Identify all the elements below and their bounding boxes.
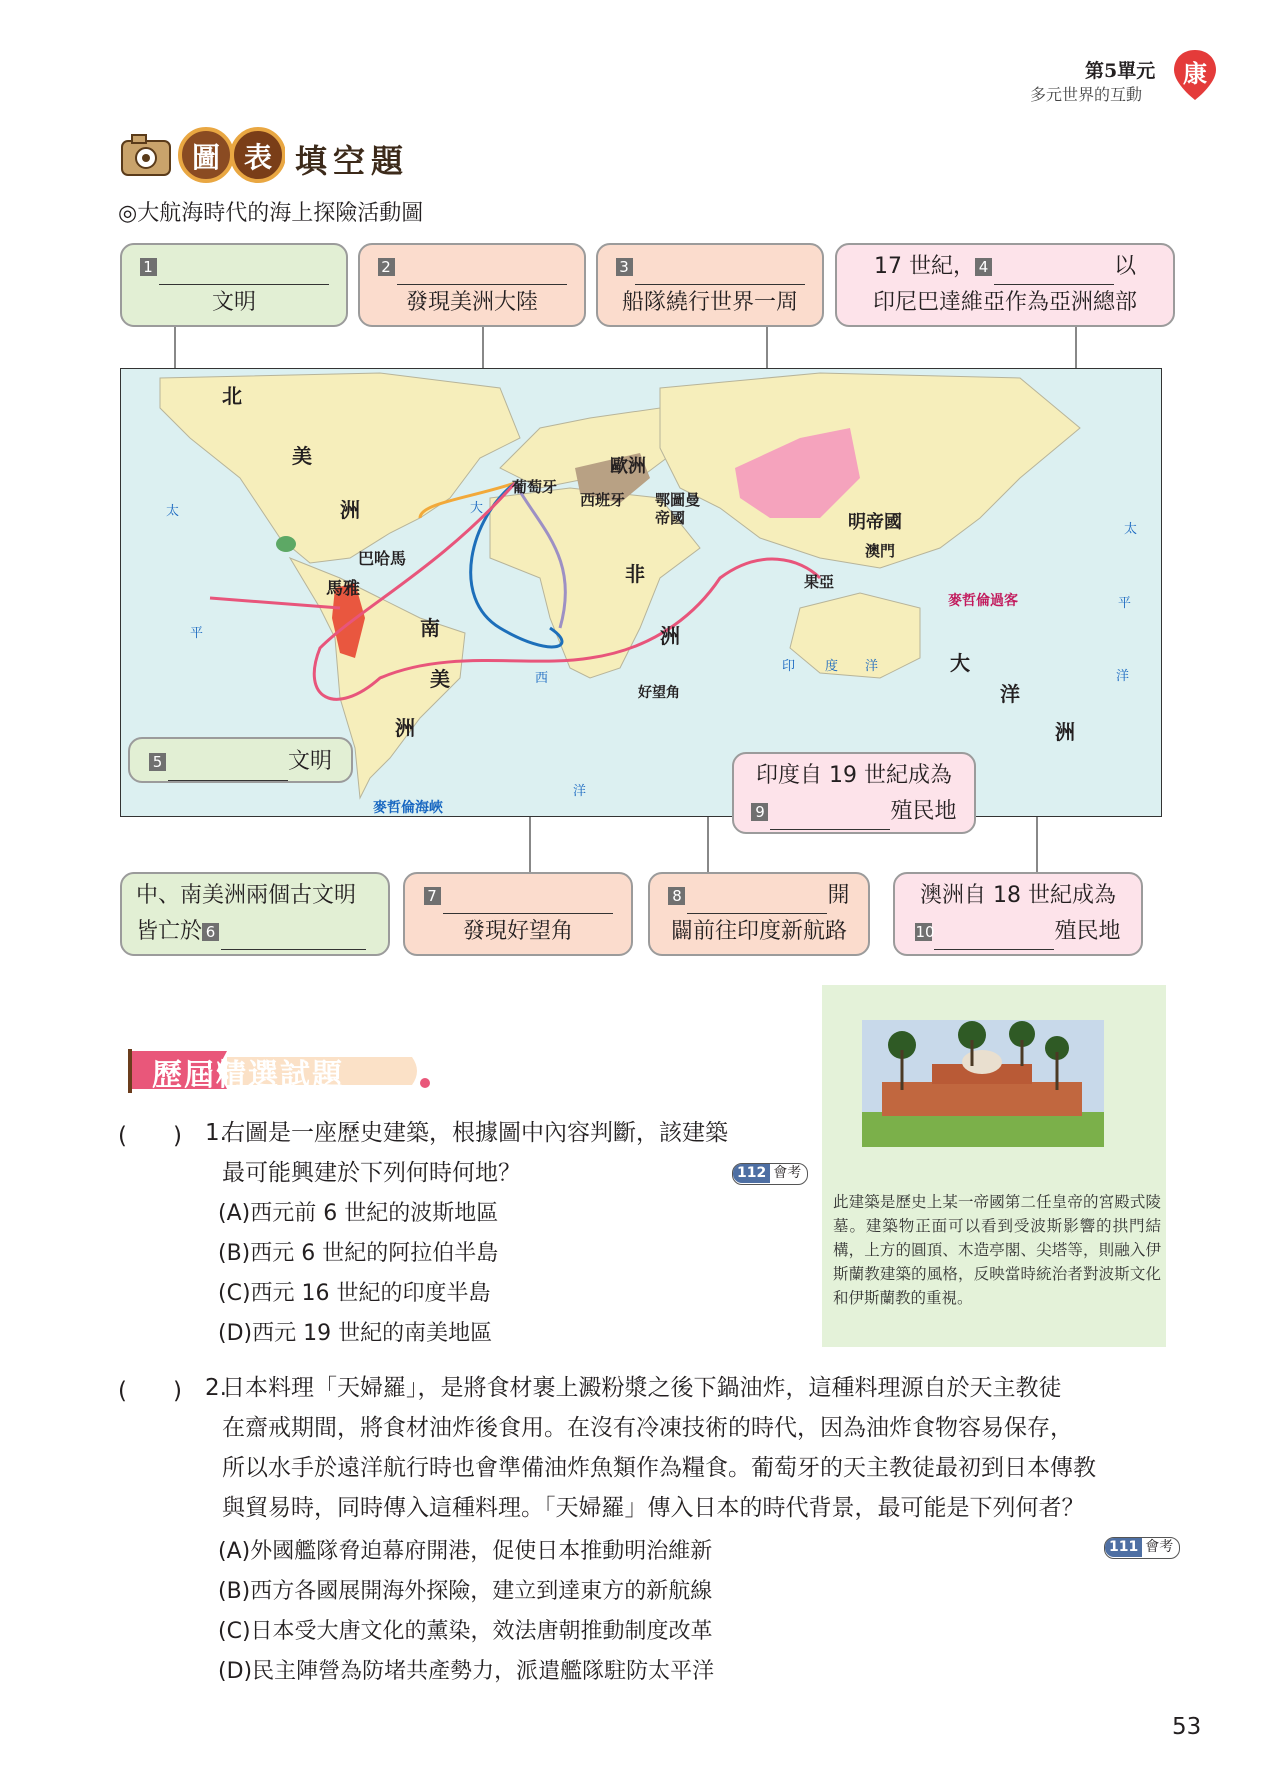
blank-number: 5 — [149, 753, 166, 771]
box-text: 殖民地 — [890, 799, 957, 824]
box-text: 皆亡於 — [136, 919, 203, 944]
map-label-indian-2: 度 — [825, 659, 839, 674]
box-text: 文明 — [287, 749, 332, 774]
map-label-pacific-right-1: 太 — [1124, 522, 1138, 537]
q2-exam-badge — [1104, 1537, 1180, 1559]
q2-option-b[interactable]: (B)西方各國展開海外探險，建立到達東方的新航線 — [218, 1579, 713, 1604]
blank-number: 6 — [202, 923, 219, 941]
map-label-portugal: 葡萄牙 — [512, 478, 558, 496]
answer-blank[interactable] — [934, 922, 1054, 950]
label-box-7 — [403, 872, 633, 956]
label-box-10 — [893, 872, 1143, 956]
map-label-magellan-strait: 麥哲倫海峽 — [373, 800, 443, 816]
box-text: 印度自 19 世紀成為 — [756, 763, 952, 788]
q2-answer-paren[interactable]: ( ) — [118, 1378, 182, 1404]
blank-number: 2 — [378, 258, 395, 276]
answer-blank[interactable] — [159, 257, 329, 285]
label-box-3 — [596, 243, 824, 327]
map-label-pacific-left-1: 太 — [166, 504, 180, 519]
unit-subtitle: 多元世界的互動 — [1030, 85, 1143, 104]
map-label-indian-3: 洋 — [865, 659, 879, 674]
label-box-8 — [648, 872, 870, 956]
q2-option-c[interactable]: (C)日本受大唐文化的薰染，效法唐朝推動制度改革 — [218, 1619, 713, 1644]
box-text: 以 — [1113, 254, 1136, 279]
answer-blank[interactable] — [770, 802, 890, 830]
map-label-indian-1: 印 — [782, 659, 796, 674]
badge-year: 111 — [1105, 1538, 1142, 1557]
q1-line2: 最可能興建於下列何時何地？ — [222, 1160, 521, 1186]
q2-option-d[interactable]: (D)民主陣營為防堵共產勢力，派遣艦隊駐防太平洋 — [218, 1659, 715, 1684]
q1-option-a[interactable]: (A)西元前 6 世紀的波斯地區 — [218, 1201, 499, 1226]
map-label-bahamas: 巴哈馬 — [358, 549, 407, 568]
q2-line1: 日本料理「天婦羅」，是將食材裹上澱粉漿之後下鍋油炸，這種料理源自於天主教徒 — [222, 1375, 1062, 1401]
map-label-macau: 澳門 — [865, 542, 896, 560]
q1-option-c[interactable]: (C)西元 16 世紀的印度半島 — [218, 1281, 491, 1306]
tomb-photo — [862, 1020, 1104, 1147]
ottoman-line: 帝國 — [655, 509, 686, 527]
q1-number: 1. — [205, 1120, 227, 1146]
box-text: 殖民地 — [1054, 919, 1121, 944]
ottoman-line: 鄂圖曼 — [655, 491, 701, 509]
q1-answer-paren[interactable]: ( ) — [118, 1123, 182, 1149]
answer-blank[interactable] — [635, 257, 805, 285]
box-text: 船隊繞行世界一周 — [621, 290, 798, 315]
q1-exam-badge — [732, 1163, 808, 1185]
q2-line2: 在齋戒期間，將食材油炸後食用。在沒有冷凍技術的時代，因為油炸食物容易保存， — [222, 1415, 1073, 1441]
box-text: 發現好望角 — [462, 919, 573, 944]
map-label-goa: 果亞 — [804, 573, 835, 591]
section-heading: 填空題 — [295, 142, 410, 180]
blank-number: 7 — [424, 887, 441, 905]
map-label-south-america-3: 洲 — [395, 716, 415, 740]
blank-number: 8 — [668, 887, 685, 905]
heading-char-2: 表 — [243, 141, 272, 174]
map-label-africa-1: 非 — [625, 562, 645, 586]
map-label-pacific-right-3: 洋 — [1116, 669, 1130, 684]
map-label-ming: 明帝國 — [848, 512, 902, 533]
map-label-atlantic-3: 洋 — [573, 784, 587, 799]
q1-option-b[interactable]: (B)西元 6 世紀的阿拉伯半島 — [218, 1241, 499, 1266]
chart-subheading: ◎大航海時代的海上探險活動圖 — [118, 201, 424, 226]
q2-option-a[interactable]: (A)外國艦隊脅迫幕府開港，促使日本推動明治維新 — [218, 1539, 713, 1564]
answer-blank[interactable] — [397, 257, 567, 285]
map-label-north-america-1: 北 — [222, 384, 242, 408]
answer-blank[interactable] — [168, 753, 288, 781]
box-text: 文明 — [211, 290, 256, 315]
heading-char-1: 圖 — [191, 141, 220, 174]
map-label-south-america-1: 南 — [420, 616, 440, 640]
q1-option-d[interactable]: (D)西元 19 世紀的南美地區 — [218, 1321, 493, 1346]
box-text: 印尼巴達維亞作為亞洲總部 — [872, 290, 1137, 315]
map-label-pacific-left-2: 平 — [190, 626, 204, 641]
map-label-oceania-3: 洲 — [1055, 720, 1075, 744]
q2-number: 2. — [205, 1375, 227, 1401]
box-text: 闢前往印度新航路 — [670, 919, 847, 944]
box-text: 開 — [827, 883, 850, 908]
badge-text: 會考 — [773, 1165, 802, 1181]
map-label-ottoman — [655, 491, 700, 527]
map-label-oceania-1: 大 — [950, 651, 970, 675]
map-label-oceania-2: 洋 — [1000, 682, 1020, 706]
badge-year: 112 — [733, 1164, 770, 1183]
map-label-cape: 好望角 — [638, 685, 680, 701]
map-label-maya: 馬雅 — [326, 579, 360, 599]
page-number: 53 — [1172, 1714, 1202, 1740]
box-text: 中、南美洲兩個古文明 — [136, 883, 357, 908]
map-label-europe: 歐洲 — [610, 456, 646, 477]
unit-pin-char: 康 — [1183, 60, 1207, 88]
section2-heading: 歷屆精選試題 — [152, 1058, 344, 1093]
map-label-atlantic-2: 西 — [535, 671, 549, 686]
answer-blank[interactable] — [994, 257, 1114, 285]
unit-title: 第5單元 — [1085, 60, 1156, 82]
label-box-1 — [120, 243, 348, 327]
blank-number: 10 — [915, 923, 935, 941]
map-label-pacific-right-2: 平 — [1118, 596, 1132, 611]
q1-line1: 右圖是一座歷史建築，根據圖中內容判斷，該建築 — [222, 1120, 728, 1146]
map-label-atlantic-1: 大 — [470, 501, 484, 516]
answer-blank[interactable] — [221, 922, 366, 950]
map-label-north-america-2: 美 — [292, 444, 312, 468]
map-label-north-america-3: 洲 — [340, 498, 360, 522]
q2-line3: 所以水手於遠洋航行時也會準備油炸魚類作為糧食。葡萄牙的天主教徒最初到日本傳教 — [222, 1455, 1096, 1481]
blank-number: 4 — [975, 258, 992, 276]
blank-number: 3 — [616, 258, 633, 276]
blank-number: 1 — [140, 258, 157, 276]
map-label-south-america-2: 美 — [430, 667, 450, 691]
answer-blank[interactable] — [443, 886, 613, 914]
box-text: 17 世紀， — [873, 254, 975, 279]
box-text: 發現美洲大陸 — [405, 290, 538, 315]
label-box-6 — [120, 872, 390, 956]
label-box-5 — [128, 737, 353, 783]
q2-line4: 與貿易時，同時傳入這種料理。「天婦羅」傳入日本的時代背景，最可能是下列何者？ — [222, 1495, 1085, 1521]
badge-text: 會考 — [1145, 1539, 1174, 1555]
map-label-spain: 西班牙 — [580, 491, 626, 509]
map-label-africa-2: 洲 — [660, 624, 680, 648]
map-label-magellan-pass: 麥哲倫過客 — [948, 593, 1018, 609]
label-box-9 — [732, 752, 976, 834]
label-box-2 — [358, 243, 586, 327]
photo-caption: 此建築是歷史上某一帝國第二任皇帝的宮殿式陵墓。建築物正面可以看到受波斯影響的拱門結構，上方的圓頂、木造亭閣、尖塔等，則融入伊斯蘭教建築的風格，反映當時統治者對波斯文化和伊斯蘭教的重視。 — [833, 1193, 1161, 1307]
answer-blank[interactable] — [687, 886, 827, 914]
blank-number: 9 — [751, 803, 768, 821]
box-text: 澳洲自 18 世紀成為 — [920, 883, 1116, 908]
label-box-4 — [835, 243, 1175, 327]
